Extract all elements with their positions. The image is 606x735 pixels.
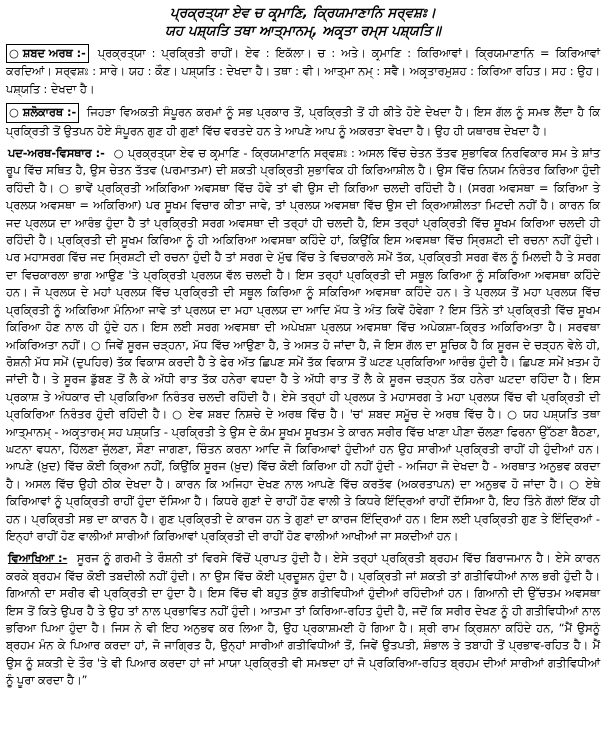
- word-meaning-section: [6, 44, 600, 98]
- commentary-text: ਸੂਰਜ ਨੂੰ ਗਰਮੀ ਤੇ ਰੌਸ਼ਨੀ ਤਾਂ ਵਿਰਸੇ ਵਿੱਚੋਂ ਪ੍ਰਾਪਤ ਹੁੰਦੀ ਹੈ। ਏਸੇ ਤਰ੍ਹਾਂ ਪ੍ਰਕ੍ਰਿਤੀ ਬ੍ਰਹਮ ਵਿੱਚ ਬਿਰਾਜਮਾਨ ਹੈ। ਏਸੇ ਕਾਰਨ ਕਰਕੇ ਬ੍ਰਹਮ ਵਿੱਚ ਕੋਈ ਤਬਦੀਲੀ ਨਹੀਂ ਹੁੰਦੀ। ਨਾ ਉਸ ਵਿੱਚ ਕੋਈ ਪ੍ਰਦੂਸ਼ਨ ਹੁੰਦਾ ਹੈ। ਪ੍ਰਕ੍ਰਿਤੀ ਜਾਂ ਸ਼ਕਤੀ ਤਾਂ ਗਤੀਵਿਧੀਆਂ ਨਾਲ ਭਰੀ ਹੁੰਦੀ ਹੈ। ਗਿਆਨੀ ਦਾ ਸਰੀਰ ਵੀ ਪ੍ਰਕ੍ਰਿਤੀ ਦਾ ਹੁੰਦਾ ਹੈ। ਇਸ ਵਿੱਚ ਵੀ ਬਹੁਤ ਕੁੱਝ ਗਤੀਵਿਧੀਆਂ ਹੁੰਦੀਆਂ ਰਹਿੰਦੀਆਂ ਹਨ। ਗਿਆਨੀ ਦੀ ਉੱਚਤਮ ਅਵਸਥਾ ਇਸ ਤੋਂ ਕਿਤੇ ਉਪਰ ਹੈ ਤੇ ਉਹ ਤਾਂ ਨਾਲ ਪ੍ਰਭਾਵਿਤ ਨਹੀਂ ਹੁੰਦੀ। ਆਤਮਾ ਤਾਂ ਕਿਰਿਆ-ਰਹਿਤ ਹੁੰਦੀ ਹੈ, ਜਦੋਂ ਕਿ ਸਰੀਰ ਦੇਖਣ ਨੂੰ ਹੀ ਗਤੀਵਿਧੀਆਂ ਨਾਲ ਭਰਿਆ ਪਿਆ ਹੁੰਦਾ ਹੈ। ਜਿਸ ਨੇ ਵੀ ਇਹ ਅਨੁਭਵ ਕਰ ਲਿਆ ਹੈ, ਉਹ ਪ੍ਰਕਾਸ਼ਮਈ ਹੋ ਗਿਆ ਹੈ। ਸ਼੍ਰੀ ਰਾਮ ਕ੍ਰਿਸ਼ਨਾ ਕਹਿੰਦੇ ਹਨ, “ਮੈਂ ਉਸਨੂੰ ਬ੍ਰਹਮ ਮੰਨ ਕੇ ਪਿਆਰ ਕਰਦਾ ਹਾਂ, ਜੋ ਜਾਗ੍ਰਿਤ ਹੈ, ਉਨ੍ਹਾਂ ਸਾਰੀਆਂ ਗਤੀਵਿਧੀਆਂ ਤੋਂ, ਜਿਵੇਂ ਉਤਪਤੀ, ਸ਼ੰਭਾਲ ਤੇ ਤਬਾਹੀ ਤੋਂ ਪ੍ਰਭਾਵ-ਰਹਿਤ ਹੈ। ਮੈਂ ਉਸ ਨੂੰ ਸ਼ਕਤੀ ਦੇ ਤੌਰ 'ਤੇ ਵੀ ਪਿਆਰ ਕਰਦਾ ਹਾਂ ਜਾਂ ਮਾਯਾ ਪ੍ਰਕ੍ਰਿਤੀ ਵੀ ਸਮਝਦਾ ਹਾਂ ਜੋ ਪ੍ਰਕਿਰਿਆ-ਰਹਿਤ ਬ੍ਰਹਮ ਦੀਆਂ ਸਾਰੀਆਂ ਗਤੀਵਿਧੀਆਂ ਨੂੰ ਪੂਰਾ ਕਰਦਾ ਹੈ।”: [6, 552, 600, 688]
- verse-line-2: ਯਹ ਪਸ਼੍ਯਤਿ ਤਥਾ ਆਤ੍ਮਾਨਮ੍, ਅਕਰ੍ਤਾ ਰਮ੍ਸ ਪਸ਼੍ਯਤਿ॥: [165, 23, 441, 39]
- commentary-label: ਵਿਆਖਿਆ :-: [8, 552, 68, 566]
- commentary-section: [6, 550, 600, 689]
- verse-line-1: ਪ੍ਰਕ੍ਰਤ੍ਯਾ ਏਵ ਚ ਕਰ੍ਮਾਣਿ, ਕ੍ਰਿਯਮਾਣਾਨਿ ਸਰ੍ਵਸ਼ਃ।: [170, 5, 436, 21]
- verse-meaning-text: ਜਿਹੜਾ ਵਿਅਕਤੀ ਸੰਪੂਰਨ ਕਰਮਾਂ ਨੂੰ ਸਭ ਪ੍ਰਕਾਰ ਤੋਂ, ਪ੍ਰਕ੍ਰਿਤੀ ਤੋਂ ਹੀ ਕੀਤੇ ਹੋਏ ਦੇਖਦਾ ਹੈ। ਇਸ ਗੱਲ ਨੂੰ ਸਮਝ ਲੈਂਦਾ ਹੈ ਕਿ ਪ੍ਰਕ੍ਰਿਤੀ ਤੋਂ ਉਤਪਨ ਹੋਏ ਸੰਪੂਰਨ ਗੁਣ ਹੀ ਗੁਣਾਂ ਵਿੱਚ ਵਰਤਦੇ ਹਨ ਤੇ ਆਪਣੇ ਆਪ ਨੂੰ ਅਕਰਤਾ ਵੇਖਦਾ ਹੈ। ਉਹ ਹੀ ਯਥਾਰਥ ਦੇਖਦਾ ਹੈ।: [6, 106, 601, 138]
- detailed-meaning-text: ○ ਪ੍ਰਕ੍ਰਤ੍ਯਾ ਏਵ ਚ ਕਰ੍ਮਾਣਿ - ਕ੍ਰਿਯਮਾਣਾਨਿ ਸਰ੍ਵਸ਼ਃ : ਅਸਲ ਵਿੱਚ ਚੇਤਨ ਤੱਤਵ ਸੁਭਾਵਿਕ ਨਿਰਵਿਕਾਰ ਸਮ ਤੇ ਸ਼ਾਂਤ ਰੂਪ ਵਿੱਚ ਸਥਿਤ ਹੈ, ਉਸ ਚੇਤਨ ਤੱਤਵ (ਪਰਮਾਤਮਾ) ਦੀ ਸ਼ਕਤੀ ਪ੍ਰਕ੍ਰਿਤੀ ਸੁਭਾਵਿਕ ਹੀ ਕਿਰਿਆਸ਼ੀਲ ਹੈ। ਉਸ ਵਿੱਚ ਨਿਯਮ ਨਿਰੰਤਰ ਕਿਰਿਆ ਹੁੰਦੀ ਰਹਿੰਦੀ ਹੈ। ○ ਭਾਵੇਂ ਪ੍ਰਕ੍ਰਿਤੀ ਅਕਿਰਿਆ ਅਵਸਥਾ ਵਿੱਚ ਹੋਵੇ ਤਾਂ ਵੀ ਉਸ ਦੀ ਕਿਰਿਆ ਚਲਦੀ ਰਹਿੰਦੀ ਹੈ। (ਸਰਗ ਅਵਸਥਾ = ਕਿਰਿਆ ਤੇ ਪ੍ਰਲਯ ਅਵਸਥਾ = ਅਕਿਰਿਆ) ਪਰ ਸੂਖਮ ਵਿਚਾਰ ਕੀਤਾ ਜਾਵੇ, ਤਾਂ ਪ੍ਰਲਯ ਅਵਸਥਾ ਵਿੱਚ ਉਸ ਦੀ ਕ੍ਰਿਆਸ਼ੀਲਤਾ ਮਿਟਦੀ ਨਹੀਂ ਹੈ। ਕਾਰਨ ਕਿ ਜਦ ਪ੍ਰਲਯ ਦਾ ਆਰੰਭ ਹੁੰਦਾ ਹੈ ਤਾਂ ਪ੍ਰਕ੍ਰਿਤੀ ਸਰਗ ਅਵਸਥਾ ਦੀ ਤਰ੍ਹਾਂ ਹੀ ਚਲਦੀ ਹੈ, ਇਸ ਤਰ੍ਹਾਂ ਪ੍ਰਕ੍ਰਿਤੀ ਵਿੱਚ ਸੂਖਮ ਕਿਰਿਆ ਚਲਦੀ ਹੀ ਰਹਿੰਦੀ ਹੈ। ਪ੍ਰਕ੍ਰਿਤੀ ਦੀ ਸੂਖਮ ਕਿਰਿਆ ਨੂੰ ਹੀ ਅਕਿਰਿਆ ਅਵਸਥਾ ਕਹਿੰਦੇ ਹਾਂ, ਕਿਉਂਕਿ ਇਸ ਅਵਸਥਾ ਵਿੱਚ ਸ੍ਰਿਸ਼ਟੀ ਦੀ ਰਚਨਾ ਨਹੀਂ ਹੁੰਦੀ। ਪਰ ਮਹਾਸਰਗ ਵਿੱਚ ਜਦ ਸ੍ਰਿਸ਼ਟੀ ਦੀ ਰਚਨਾ ਹੁੰਦੀ ਹੈ ਤਾਂ ਸਰਗ ਦੇ ਮੁੱਢ ਵਿੱਚ ਤੇ ਵਿਚਕਾਰਲੇ ਸਮੇਂ ਤੱਕ, ਪ੍ਰਕ੍ਰਿਤੀ ਸਰਗ ਵੱਲ ਨੂੰ ਮਿਲਦੀ ਹੈ ਤੇ ਸਰਗ ਦਾ ਵਿਚਕਾਰਲਾ ਭਾਗ ਆਉਣ 'ਤੇ ਪ੍ਰਕ੍ਰਿਤੀ ਪ੍ਰਲਯ ਵੱਲ ਚਲਦੀ ਹੈ। ਇਸ ਤਰ੍ਹਾਂ ਪ੍ਰਕ੍ਰਿਤੀ ਦੀ ਸਥੂਲ ਕਿਰਿਆ ਨੂੰ ਸਕਿਰਿਆ ਅਵਸਥਾ ਕਹਿੰਦੇ ਹਨ। ਜੋ ਪ੍ਰਲਯ ਦੇ ਮਹਾਂ ਪ੍ਰਲਯ ਵਿੱਚ ਪ੍ਰਕ੍ਰਿਤੀ ਦੀ ਸਥੂਲ ਕਿਰਿਆ ਨੂੰ ਸਕਿਰਿਆ ਅਵਸਥਾ ਕਹਿੰਦੇ ਹਨ। ਤੇ ਪ੍ਰਲਯ ਤੋਂ ਮਹਾ ਪ੍ਰਲਯ ਵਿੱਚ ਪ੍ਰਕ੍ਰਿਤੀ ਨੂੰ ਅਕਿਰਿਆ ਮੰਨਿਆ ਜਾਵੇ ਤਾਂ ਪ੍ਰਲਯ ਦਾ ਮਹਾ ਪ੍ਰਲਯ ਦਾ ਆਦਿ ਮੱਧ ਤੇ ਅੰਤ ਕਿਵੇਂ ਹੋਵੇਗਾ ? ਇਸ ਤਿੰਨੇ ਤਾਂ ਪ੍ਰਕ੍ਰਿਤੀ ਵਿੱਚ ਸੂਖਮ ਕਿਰਿਆ ਹੋਣ ਨਾਲ ਹੀ ਹੁੰਦੇ ਹਨ। ਇਸ ਲਈ ਸਰਗ ਅਵਸਥਾ ਦੀ ਅਪੇਖਸ਼ਾ ਪ੍ਰਲਯ ਅਵਸਥਾ ਵਿੱਚ ਅਪੇਕਸ਼ਾ-ਕ੍ਰਿਤ ਅਕਿਰਿਅਤਾ ਹੈ। ਸਰਵਥਾ ਅਕਿਰਿਅਤਾ ਨਹੀਂ। ○ ਜਿਵੇਂ ਸੂਰਜ ਚੜ੍ਹਨਾ, ਮੱਧ ਵਿੱਚ ਆਉਣਾ ਹੈ, ਤੇ ਅਸਤ ਹੋ ਜਾਂਦਾ ਹੈ, ਜੋ ਇਸ ਗੱਲ ਦਾ ਸੂਚਿਕ ਹੈ ਕਿ ਸੂਰਜ ਦੇ ਚੜ੍ਹਨ ਵੇਲੇ ਹੀ, ਰੋਸ਼ਨੀ ਮੱਧ ਸਮੇਂ (ਦੁਪਹਿਰ) ਤੱਕ ਵਿਕਾਸ ਕਰਦੀ ਹੈ ਤੇ ਫੇਰ ਅੱਤ ਛਿਪਣ ਸਮੇਂ ਤੱਕ ਵਿਕਾਸ ਤੋਂ ਘਟਣ ਪ੍ਰਕਿਰਿਆ ਆਰੰਭ ਹੁੰਦੀ ਹੈ। ਛਿਪਣ ਸਮੇਂ ਖ਼ਤਮ ਹੋ ਜਾਂਦੀ ਹੈ। ਤੇ ਸੂਰਜ ਡੁੱਬਣ ਤੋਂ ਲੈ ਕੇ ਅੱਧੀ ਰਾਤ ਤੱਕ ਹਨੇਰਾ ਵਧਦਾ ਹੈ ਤੇ ਅੱਧੀ ਰਾਤ ਤੋਂ ਲੈ ਕੇ ਸੂਰਜ ਚੜ੍ਹਨ ਤੱਕ ਹਨੇਰਾ ਘਟਦਾ ਰਹਿੰਦਾ ਹੈ। ਇਸ ਪ੍ਰਕਾਸ਼ ਤੇ ਅੰਧਕਾਰ ਦੀ ਪ੍ਰਕਿਰਿਆ ਨਿਰੰਤਰ ਚਲਦੀ ਰਹਿੰਦੀ ਹੈ। ਏਸੇ ਤਰ੍ਹਾਂ ਹੀ ਪ੍ਰਲਯ ਤੇ ਮਹਾਸਰਗ ਤੇ ਮਹਾ ਪ੍ਰਲਯ ਵਿੱਚ ਵੀ ਪ੍ਰਕ੍ਰਿਤੀ ਦੀ ਪ੍ਰਕਿਰਿਆ ਨਿਰੰਤਰ ਹੁੰਦੀ ਰਹਿੰਦੀ ਹੈ। ○ ਏਵ ਸ਼ਬਦ ਨਿਸ਼ਚੇ ਦੇ ਅਰਥ ਵਿੱਚ ਹੈ। 'ਚ' ਸ਼ਬਦ ਸਮੂੱਚ ਦੇ ਅਰਥ ਵਿੱਚ ਹੈ। ○ ਯਹ ਪਸ਼੍ਯਤਿ ਤਥਾ ਆਤ੍ਮਾਨਮ੍ - ਅਕਰ੍ਤਾਰਮ੍ ਸਹ ਪਸ਼੍ਯਤਿ - ਪ੍ਰਕ੍ਰਿਤੀ ਤੇ ਉਸ ਦੇ ਕੰਮ ਸੂਖਮ ਸੂਖਤਮ ਤੇ ਕਾਰਨ ਸਰੀਰ ਵਿੱਚ ਖਾਣਾ ਪੀਣਾ ਚੱਲਣਾ ਫਿਰਨਾ ਉੱਠਣਾ ਬੈਠਣਾ, ਘਟਨਾ ਵਧਨਾ, ਹਿੱਲਣਾ ਜੁੱਲਣਾ, ਸੌਣਾ ਜਾਗਣਾ, ਚਿੰਤਨ ਕਰਨਾ ਆਦਿ ਜੋ ਕਿਰਿਆਵਾਂ ਹੁੰਦੀਆਂ ਹਨ ਉਹ ਸਾਰੀਆਂ ਪ੍ਰਕ੍ਰਿਤੀ ਰਾਹੀਂ ਹੀ ਹੁੰਦੀਆਂ ਹਨ। ਆਪਣੇ (ਖ਼ੁਦ) ਵਿੱਚ ਕੋਈ ਕ੍ਰਿਆ ਨਹੀਂ, ਕਿਉਂਕਿ ਸੂਰਜ (ਖ਼ੁਦ) ਵਿੱਚ ਕੋਈ ਕਿਰਿਆ ਹੀ ਨਹੀਂ ਹੁੰਦੀ - ਅਜਿਹਾ ਜੋ ਦੇਖਦਾ ਹੈ - ਅਰਥਾਤ ਅਨੁਭਵ ਕਰਦਾ ਹੈ। ਅਸਲ ਵਿੱਚ ਉਹੀ ਠੀਕ ਦੇਖਦਾ ਹੈ। ਕਾਰਨ ਕਿ ਅਜਿਹਾ ਦੇਖਣ ਨਾਲ ਆਪਣੇ ਵਿੱਚ ਕਰਤੱਵ (ਅਕਰਤਾਪਨ) ਦਾ ਅਨੁਭਵ ਹੋ ਜਾਂਦਾ ਹੈ। ○ ਏਥੇ ਕਿਰਿਆਵਾਂ ਨੂੰ ਪ੍ਰਕ੍ਰਿਤੀ ਰਾਹੀਂ ਹੁੰਦਾ ਦੱਸਿਆ ਹੈ। ਕਿਧਰੇ ਗੁਣਾਂ ਦੇ ਰਾਹੀਂ ਹੋਣ ਵਾਲੀ ਤੇ ਕਿਧਰੇ ਇੰਦ੍ਰਿਆਂ ਰਾਹੀਂ ਦੱਸਿਆ ਹੈ, ਇਹ ਤਿੰਨੇ ਗੱਲਾਂ ਇੱਕ ਹੀ ਹਨ। ਪ੍ਰਕ੍ਰਿਤੀ ਸਭ ਦਾ ਕਾਰਨ ਹੈ। ਗੁਣ ਪ੍ਰਕ੍ਰਿਤੀ ਦੇ ਕਾਰਜ ਹਨ ਤੇ ਗੁਣਾਂ ਦਾ ਕਾਰਜ ਇੰਦ੍ਰਿਆਂ ਹਨ। ਇਸ ਲਈ ਪ੍ਰਕ੍ਰਿਤੀ ਗੁਣ ਤੇ ਇੰਦ੍ਰਿਆਂ - ਇਨ੍ਹਾਂ ਰਾਹੀਂ ਹੋਣ ਵਾਲੀਆਂ ਸਾਰੀਆਂ ਕਿਰਿਆਵਾਂ ਪ੍ਰਕ੍ਰਿਤੀ ਦੀ ਰਾਹੀਂ ਹੋਣ ਵਾਲੀਆਂ ਆਖੀਆਂ ਜਾ ਸਕਦੀਆਂ ਹਨ।: [6, 147, 600, 543]
- verse-meaning-label: ○ ਸ਼ਲੋਕਾਰਥ :-: [6, 103, 79, 122]
- detailed-meaning-label: ਪਦ-ਅਰਥ-ਵਿਸਥਾਰ :-: [8, 147, 105, 161]
- detailed-meaning-section: [6, 145, 600, 545]
- word-meaning-label: ○ ਸ਼ਬਦ ਅਰਥ :-: [6, 44, 89, 63]
- word-meaning-text: ਪ੍ਰਕ੍ਰਤ੍ਯਾ : ਪ੍ਰਕ੍ਰਿਤੀ ਰਾਹੀਂ। ਏਵ : ਇਕੱਲਾ। ਚ : ਅਤੇ। ਕਰ੍ਮਾਣਿ : ਕਿਰਿਆਵਾਂ। ਕ੍ਰਿਯਮਾਣਾਨਿ = ਕਿਰਿਆਵਾਂ ਕਰਦਿਆਂ। ਸਰ੍ਵਸ਼ਃ : ਸਾਰੇ। ਯਹ : ਕੌਣ। ਪਸ਼੍ਯਤਿ : ਦੇਖਦਾ ਹੈ। ਤਥਾ : ਵੀ। ਆਤ੍ਮਾ ਨਮ੍ : ਸਵੈ। ਅਕਰ੍ਤਾਰਮੁਸ਼ਹ : ਕਿਰਿਆ ਰਹਿਤ। ਸਹ : ਉਹ। ਪਸ਼੍ਯਤਿ : ਦੇਖਦਾ ਹੈ।: [6, 47, 601, 96]
- verse-meaning-section: [6, 103, 600, 140]
